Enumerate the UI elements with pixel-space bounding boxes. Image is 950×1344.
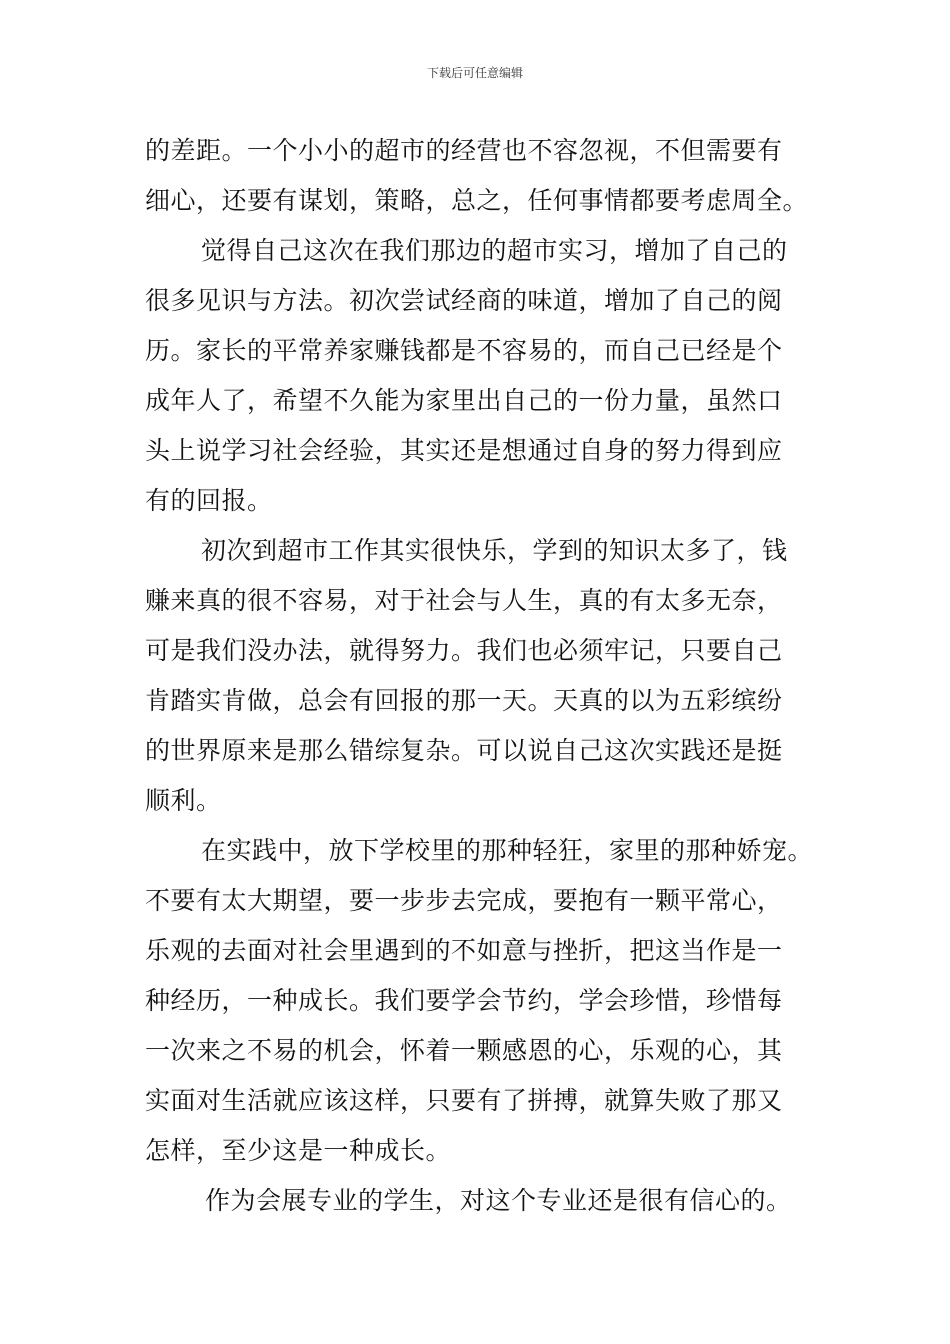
paragraph-first-line: 初次到超市工作其实很快乐，学到的知识太多了，钱 [201,536,788,565]
text-line: 怎样，至少这是一种成长。 [145,1136,452,1165]
text-line: 有的回报。 [145,486,273,515]
text-line: 可是我们没办法，就得努力。我们也必须牢记，只要自己 [145,636,783,665]
text-line: 实面对生活就应该这样，只要有了拼搏，就算失败了那又 [145,1086,783,1115]
document-body [145,126,835,1226]
text-line: 种经历，一种成长。我们要学会节约，学会珍惜，珍惜每 [145,986,783,1015]
text-line: 的差距。一个小小的超市的经营也不容忽视，不但需要有 [145,136,783,165]
text-line: 赚来真的很不容易，对于社会与人生，真的有太多无奈， [145,586,783,615]
text-line: 顺利。 [145,786,222,815]
text-line: 头上说学习社会经验，其实还是想通过自身的努力得到应 [145,436,783,465]
paragraph-first-line: 作为会展专业的学生，对这个专业还是很有信心的。 [205,1186,792,1215]
text-line: 肯踏实肯做，总会有回报的那一天。天真的以为五彩缤纷 [145,686,783,715]
text-line: 一次来之不易的机会，怀着一颗感恩的心，乐观的心，其 [145,1036,783,1065]
text-line: 的世界原来是那么错综复杂。可以说自己这次实践还是挺 [145,736,783,765]
text-line: 细心，还要有谋划，策略，总之，任何事情都要考虑周全。 [145,186,809,215]
text-line: 不要有太大期望，要一步步去完成，要抱有一颗平常心， [145,886,783,915]
paragraph-first-line: 觉得自己这次在我们那边的超市实习，增加了自己的 [201,236,788,265]
text-line: 乐观的去面对社会里遇到的不如意与挫折，把这当作是一 [145,936,783,965]
paragraph-first-line: 在实践中，放下学校里的那种轻狂，家里的那种娇宠。 [201,836,814,865]
text-line: 历。家长的平常养家赚钱都是不容易的，而自己已经是个 [145,336,783,365]
page-header: 下载后可任意编辑 [426,66,523,80]
text-line: 很多见识与方法。初次尝试经商的味道，增加了自己的阅 [145,286,783,315]
text-line: 成年人了，希望不久能为家里出自己的一份力量，虽然口 [145,386,783,415]
